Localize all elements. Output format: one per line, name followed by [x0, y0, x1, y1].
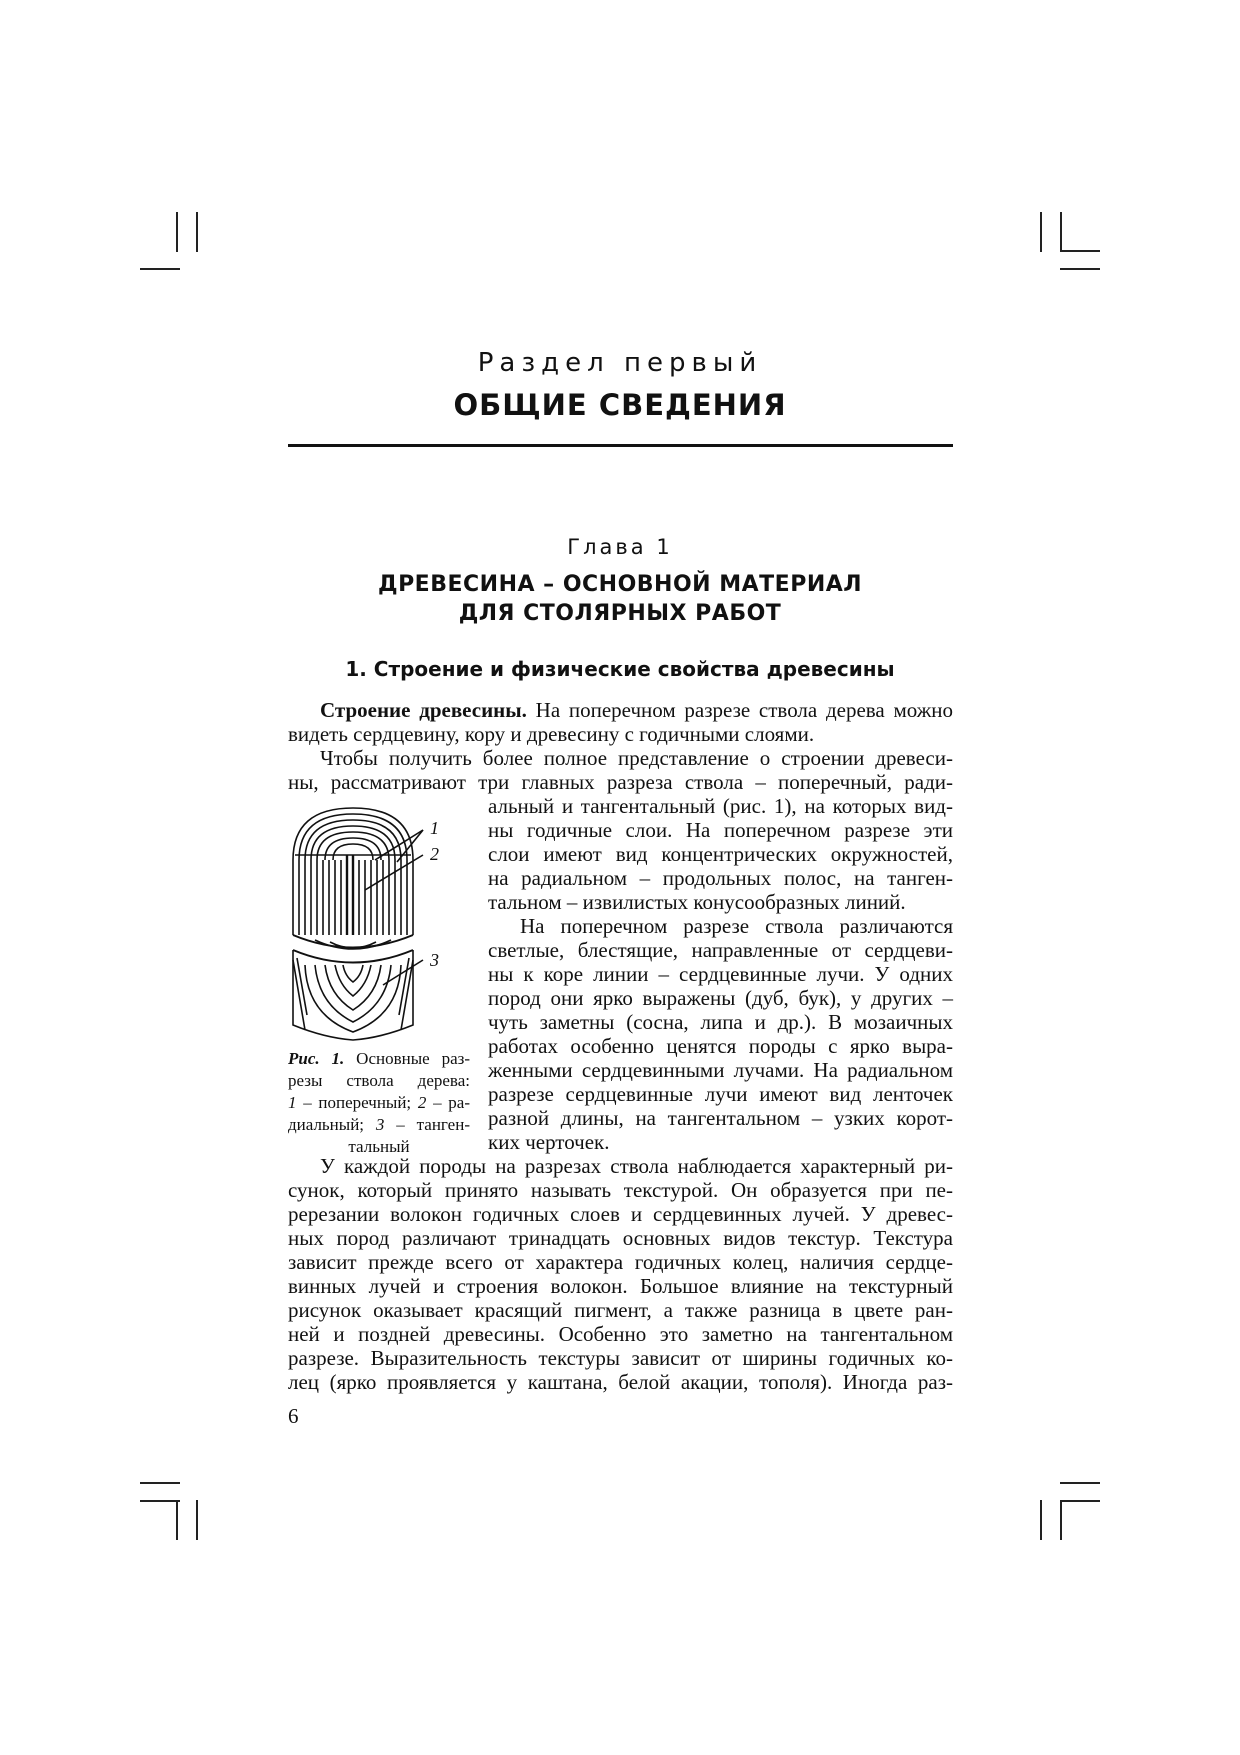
- crop-mark: [1060, 1500, 1100, 1502]
- body-line: тальном – извилистых конусообразных линий.: [488, 890, 906, 914]
- body-line: винных лучей и строения волокон. Большое влияние на текстурный: [288, 1274, 953, 1298]
- trunk-sections-illustration: [285, 800, 475, 1045]
- body-line: разрезе. Выразительность текстуры зависит от ширины годичных ко-: [288, 1346, 953, 1370]
- crop-mark: [176, 212, 178, 252]
- crop-mark: [1060, 250, 1100, 252]
- page-number: 6: [288, 1404, 299, 1428]
- crop-mark: [1040, 1500, 1042, 1540]
- caption-text: Основные раз-: [344, 1049, 470, 1068]
- body-line: на радиальном – продольных полос, на танген-: [488, 866, 953, 890]
- body-line: ны к коре линии – сердцевинные лучи. У одних: [488, 962, 953, 986]
- crop-mark: [1060, 212, 1062, 252]
- body-line: женными сердцевинными лучами. На радиальном: [488, 1058, 953, 1082]
- figure-caption-line: [288, 1048, 470, 1069]
- figure-callout: 2: [430, 844, 439, 864]
- caption-number: 3: [375, 1115, 385, 1134]
- body-line: ных пород различают тринадцать основных видов текстур. Текстура: [288, 1226, 953, 1250]
- body-line: [320, 698, 953, 722]
- crop-mark: [1060, 268, 1100, 270]
- body-line: ны, рассматривают три главных разреза ствола – поперечный, ради-: [288, 770, 953, 794]
- body-line: ней и поздней древесины. Особенно это заметно на тангентальном: [288, 1322, 953, 1346]
- crop-mark: [196, 1500, 198, 1540]
- body-line: Чтобы получить более полное представление о строении древеси-: [320, 746, 953, 770]
- paragraph-lead: Строение древесины.: [320, 698, 527, 722]
- subsection-title: 1. Строение и физические свойства древесины: [345, 657, 895, 681]
- body-line: пород они ярко выражены (дуб, бук), у других –: [488, 986, 953, 1010]
- body-line: разрезе сердцевинные лучи имеют вид ленточек: [488, 1082, 953, 1106]
- body-line: альный и тангентальный (рис. 1), на которых вид-: [488, 794, 953, 818]
- body-line: видеть сердцевину, кору и древесину с годичными слоями.: [288, 722, 815, 746]
- figure-callout: 1: [430, 818, 439, 838]
- caption-text: диальный;: [288, 1115, 376, 1134]
- body-line: лец (ярко проявляется у каштана, белой акации, тополя). Иногда раз-: [288, 1370, 953, 1394]
- section-title: ОБЩИЕ СВЕДЕНИЯ: [453, 388, 787, 422]
- chapter-title: [0, 570, 1240, 628]
- chapter-title-line: ДРЕВЕСИНА – ОСНОВНОЙ МАТЕРИАЛ: [377, 572, 863, 597]
- crop-mark: [1060, 1482, 1100, 1484]
- body-line: работах особенно ценятся породы с ярко выра-: [488, 1034, 953, 1058]
- figure-caption-line: [288, 1114, 470, 1135]
- body-line: чуть заметны (сосна, липа и др.). В мозаичных: [488, 1010, 953, 1034]
- chapter-title-line: ДЛЯ СТОЛЯРНЫХ РАБОТ: [458, 601, 782, 626]
- caption-text: – танген-: [384, 1115, 470, 1134]
- body-line: ререзании волокон годичных слоев и сердцевинных лучей. У древес-: [288, 1202, 953, 1226]
- caption-text: – ра-: [426, 1093, 470, 1112]
- body-line: разной длины, на тангентальном – узких корот-: [488, 1106, 953, 1130]
- body-text: На поперечном разрезе ствола дерева можно: [526, 698, 953, 722]
- body-line: слои имеют вид концентрических окружностей,: [488, 842, 953, 866]
- figure-label: Рис. 1.: [288, 1049, 345, 1068]
- crop-mark: [196, 212, 198, 252]
- body-line: ких черточек.: [488, 1130, 610, 1154]
- chapter-label: Глава 1: [567, 535, 673, 559]
- crop-mark: [176, 1500, 178, 1540]
- body-line: рисунок оказывает красящий пигмент, а также разница в цвете ран-: [288, 1298, 953, 1322]
- body-line: зависит прежде всего от характера годичных колец, наличия сердце-: [288, 1250, 953, 1274]
- crop-mark: [140, 268, 180, 270]
- body-line: На поперечном разрезе ствола различаются: [520, 914, 953, 938]
- body-line: светлые, блестящие, направленные от сердцеви-: [488, 938, 953, 962]
- crop-mark: [140, 1500, 180, 1502]
- caption-number: 1: [288, 1093, 297, 1112]
- crop-mark: [140, 1482, 180, 1484]
- figure-caption-line: [288, 1092, 470, 1113]
- body-line: сунок, который принято называть текстурой. Он образуется при пе-: [288, 1178, 953, 1202]
- caption-number: 2: [417, 1093, 427, 1112]
- caption-text: – поперечный;: [296, 1093, 418, 1112]
- figure-callout: 3: [430, 950, 439, 970]
- section-label: Раздел первый: [477, 348, 763, 378]
- figure-caption-line: тальный: [348, 1137, 410, 1156]
- figure-caption-line: резы ствола дерева:: [288, 1071, 470, 1090]
- body-line: У каждой породы на разрезах ствола наблюдается характерный ри-: [320, 1154, 953, 1178]
- section-rule: [288, 444, 953, 447]
- body-line: ны годичные слои. На поперечном разрезе эти: [488, 818, 953, 842]
- crop-mark: [1060, 1500, 1062, 1540]
- crop-mark: [1040, 212, 1042, 252]
